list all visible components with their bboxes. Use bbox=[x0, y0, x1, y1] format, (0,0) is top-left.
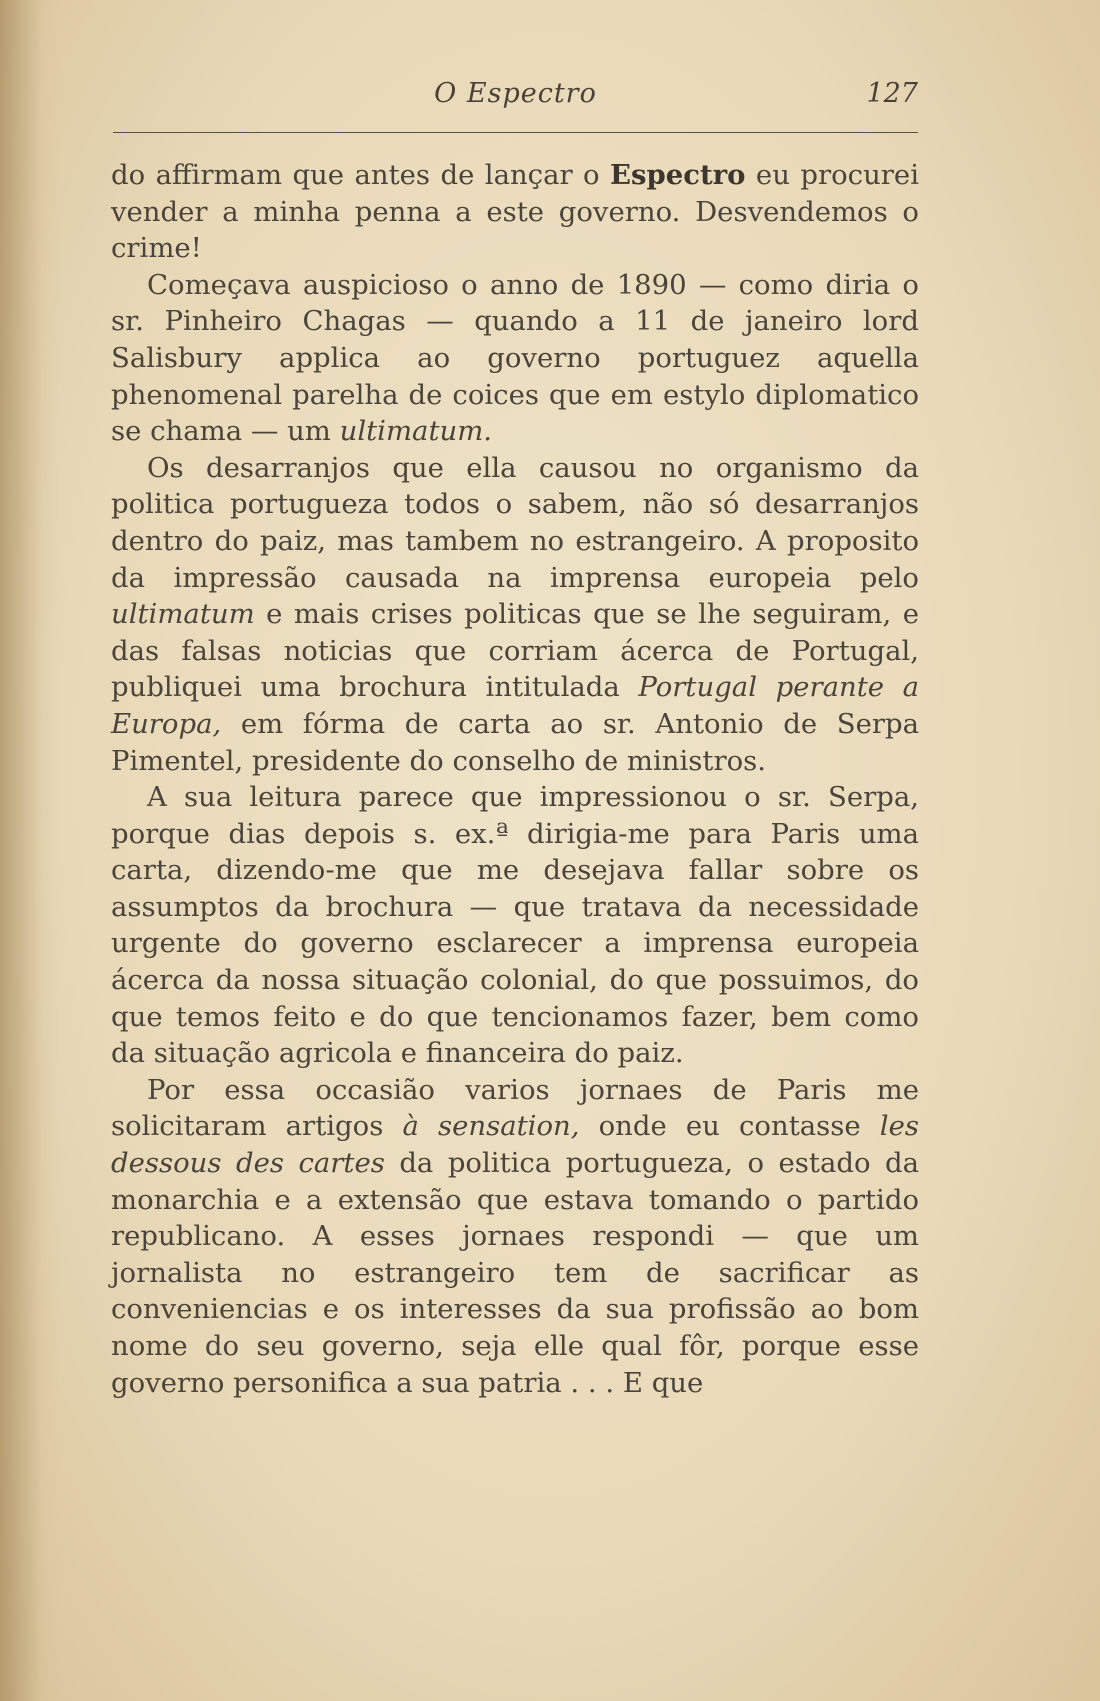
text-run: da politica portugueza, o estado da monarchia e a extensão que estava tomando o partido republicano. A esses jornaes respondi — que um jornalista no estrangeiro tem de sacrificar as conveniencias e os interesses da sua profissão ao bom nome do seu governo, seja elle qual fôr, porque esse governo personifica a sua patria . . . E que bbox=[111, 1147, 919, 1399]
text-run: onde eu contasse bbox=[579, 1110, 880, 1143]
text-run: Começava auspicioso o anno de 1890 — como diria o sr. Pinheiro Chagas — quando a 11 de janeiro lord Salisbury applica ao governo portuguez aquella phenomenal parelha de coices que em estylo diplomatico se chama — um bbox=[111, 268, 919, 448]
running-title: O Espectro bbox=[434, 78, 597, 109]
text-run: e mais crises politicas que se lhe seguiram, e das falsas noticias que corriam ácerca de Portugal, publiquei uma brochura intitulada bbox=[111, 598, 919, 704]
body-text bbox=[111, 157, 919, 1401]
italic-term: ultimatum. bbox=[339, 415, 493, 448]
paragraph-5 bbox=[111, 1072, 919, 1401]
header-rule bbox=[113, 132, 918, 133]
paragraph-1 bbox=[111, 157, 919, 267]
paragraph-3 bbox=[111, 450, 919, 779]
italic-phrase: à sensation, bbox=[402, 1110, 580, 1143]
italic-title: Portugal perante a Europa, bbox=[111, 671, 919, 740]
text-run: do affirmam que antes de lançar o bbox=[111, 159, 611, 191]
spine-shadow bbox=[0, 0, 60, 1701]
text-run: Por essa occasião varios jornaes de Paris me solicitaram artigos bbox=[111, 1073, 919, 1143]
page-number: 127 bbox=[866, 78, 918, 109]
italic-phrase: les dessous des cartes bbox=[111, 1110, 919, 1180]
text-run: em fórma de carta ao sr. Antonio de Serpa Pimentel, presidente do conselho de ministros. bbox=[111, 707, 919, 777]
italic-term: ultimatum bbox=[111, 598, 255, 631]
text-run: eu procurei vender a minha penna a este governo. Desvendemos o crime! bbox=[111, 159, 919, 265]
paragraph-2 bbox=[111, 267, 919, 450]
text-run: A sua leitura parece que impressionou o sr. Serpa, porque dias depois s. ex.ª dirigia-me para Paris uma carta, dizendo-me que me desejava fallar sobre os assumptos da brochura — que tratava da necessidade urgente do governo esclarecer a imprensa europeia ácerca da nossa situação colonial, do que possuimos, do que temos feito e do que tencionamos fazer, bem como da situação agricola e financeira do paiz. bbox=[111, 781, 919, 1070]
paragraph-4 bbox=[111, 779, 919, 1072]
bold-title: Espectro bbox=[610, 159, 746, 191]
text-run: Os desarranjos que ella causou no organismo da politica portugueza todos o sabem, não só desarranjos dentro do paiz, mas tambem no estrangeiro. A proposito da impressão causada na imprensa europeia pelo bbox=[111, 451, 919, 594]
page-header bbox=[113, 70, 918, 114]
